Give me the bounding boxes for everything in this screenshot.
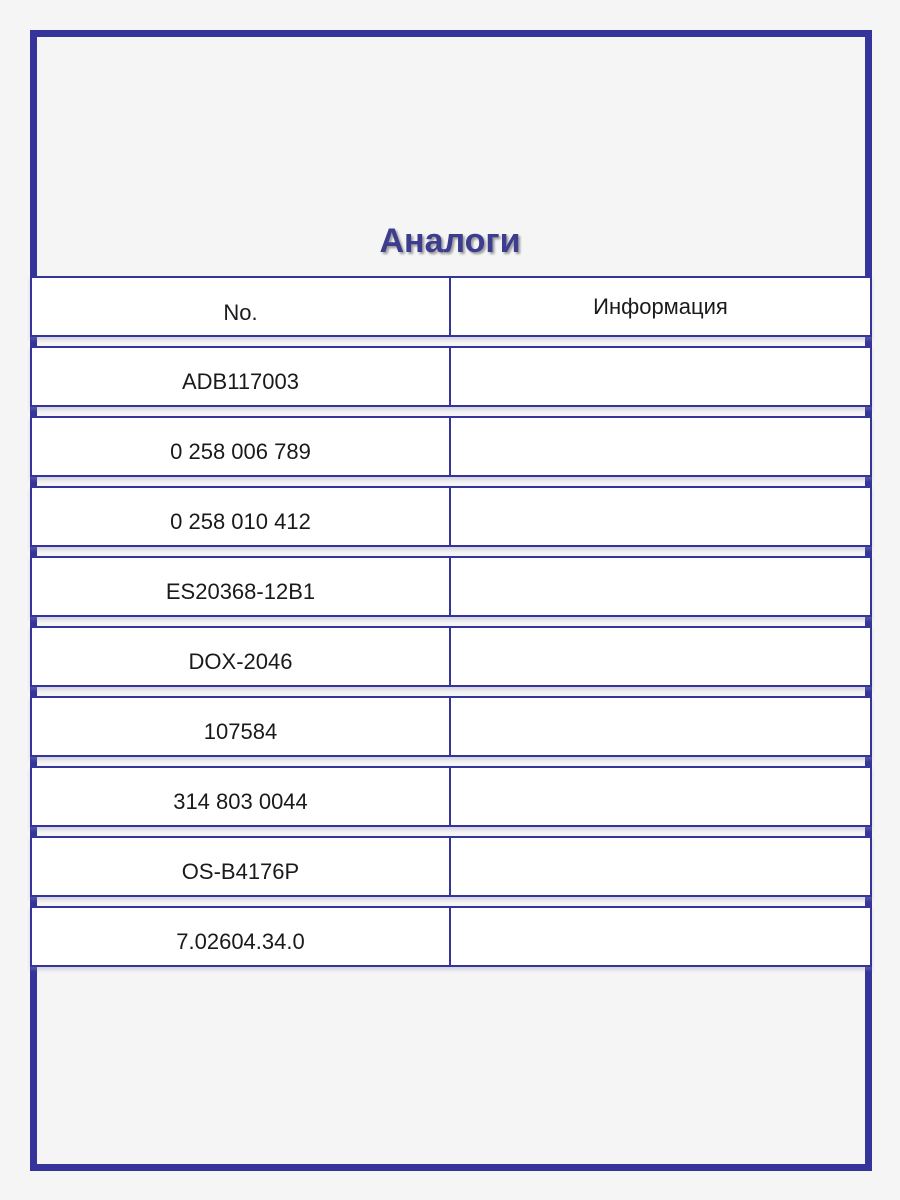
cell-info — [451, 418, 870, 475]
table-row — [30, 626, 872, 687]
table-row — [30, 766, 872, 827]
cell-info — [451, 838, 870, 895]
cell-no: 314 803 0044 — [32, 768, 451, 825]
header-info: Информация — [593, 293, 728, 319]
table-row — [30, 346, 872, 407]
cell-info — [451, 628, 870, 685]
table-header-row — [30, 276, 872, 337]
table-row — [30, 696, 872, 757]
table-row — [30, 556, 872, 617]
table-row — [30, 486, 872, 547]
analogs-table — [30, 276, 872, 976]
cell-info — [451, 698, 870, 755]
table-row — [30, 906, 872, 967]
cell-no: 7.02604.34.0 — [32, 908, 451, 965]
cell-info — [451, 348, 870, 405]
cell-no: 0 258 010 412 — [32, 488, 451, 545]
cell-info — [451, 768, 870, 825]
cell-info — [451, 908, 870, 965]
table-row — [30, 836, 872, 897]
cell-no: OS-B4176P — [32, 838, 451, 895]
cell-no: ES20368-12B1 — [32, 558, 451, 615]
cell-no: 107584 — [32, 698, 451, 755]
cell-info — [451, 558, 870, 615]
cell-no: ADB117003 — [32, 348, 451, 405]
cell-no: DOX-2046 — [32, 628, 451, 685]
cell-info — [451, 488, 870, 545]
table-row — [30, 416, 872, 477]
cell-no: 0 258 006 789 — [32, 418, 451, 475]
page-title: Аналоги — [379, 222, 521, 260]
header-no: No. — [32, 278, 451, 335]
